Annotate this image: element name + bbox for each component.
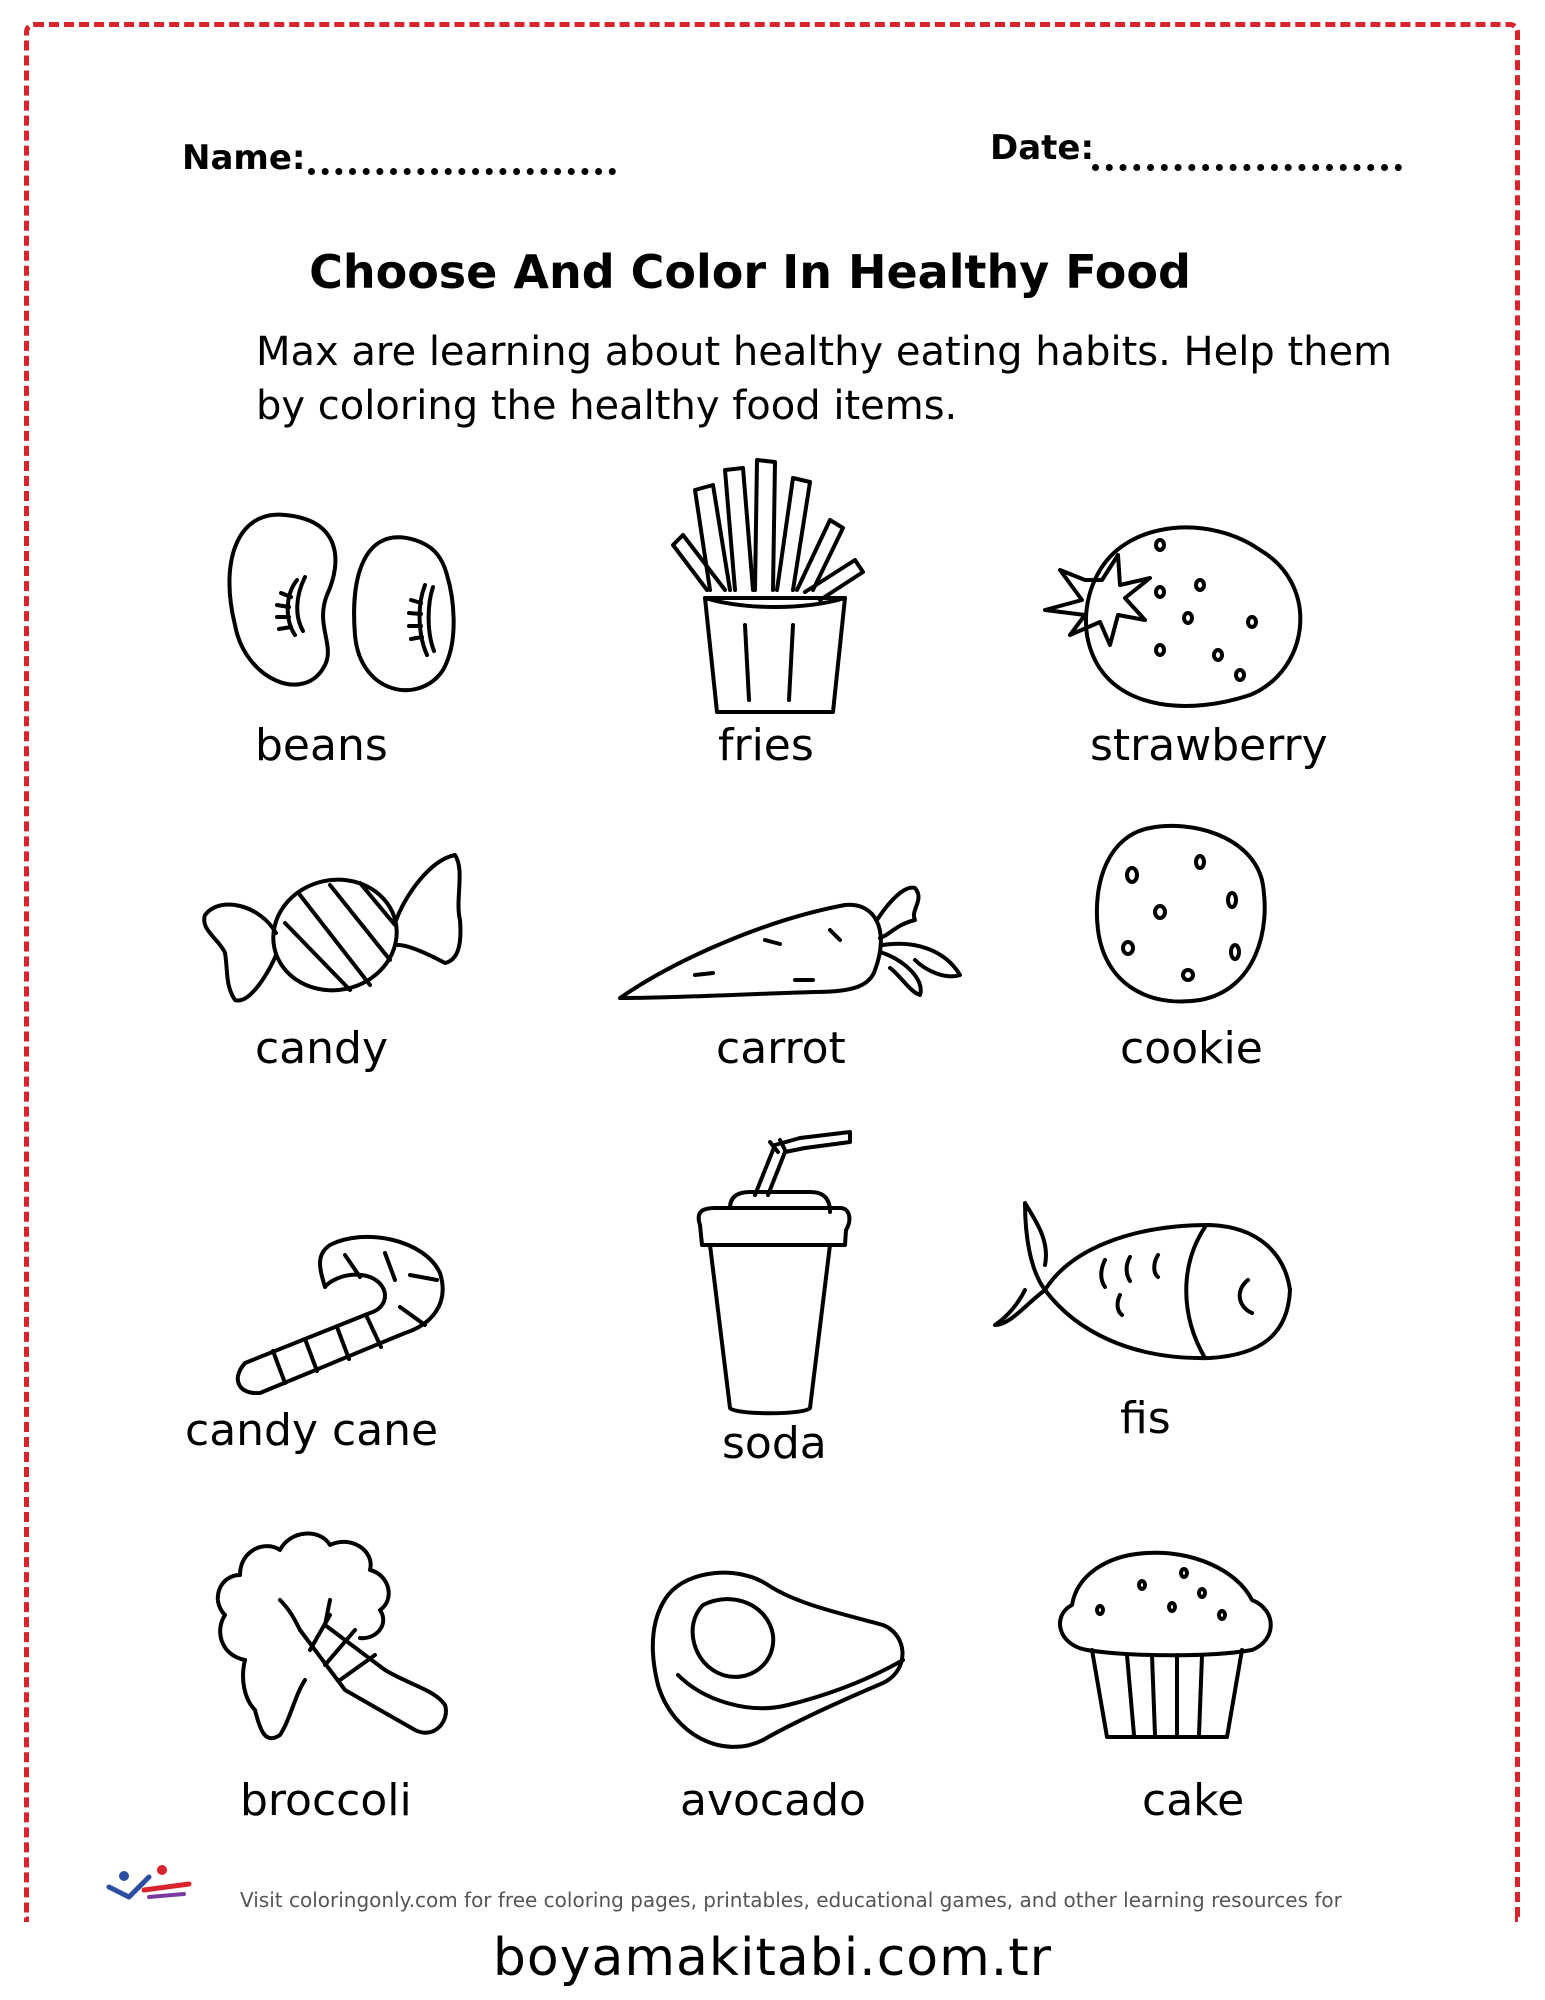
food-label-broccoli: broccoli <box>240 1775 412 1826</box>
food-label-avocado: avocado <box>680 1775 866 1826</box>
avocado-icon[interactable] <box>648 1565 908 1755</box>
food-label-carrot: carrot <box>716 1023 846 1074</box>
site-url: boyamakitabi.com.tr <box>492 1928 1053 1988</box>
candy-icon[interactable] <box>200 845 470 1025</box>
food-label-fries: fries <box>718 720 814 771</box>
food-label-soda: soda <box>722 1418 827 1469</box>
name-label: Name: <box>182 138 306 178</box>
beans-icon[interactable] <box>215 505 460 715</box>
food-label-fis: fis <box>1120 1393 1171 1444</box>
broccoli-icon[interactable] <box>205 1520 455 1755</box>
instructions: Max are learning about healthy eating habits. Help them by coloring the healthy food items. <box>256 329 1393 429</box>
soda-icon[interactable] <box>690 1120 860 1420</box>
food-label-cake: cake <box>1142 1775 1245 1826</box>
food-label-candy: candy <box>255 1023 389 1074</box>
cake-icon[interactable] <box>1052 1545 1282 1745</box>
cookie-icon[interactable] <box>1090 820 1270 1010</box>
fish-icon[interactable] <box>990 1195 1300 1385</box>
date-field[interactable] <box>1092 164 1402 171</box>
fries-icon[interactable] <box>665 450 875 720</box>
footer-note: Visit coloringonly.com for free coloring pages, printables, educational games, and other learning resources for <box>240 1888 1342 1912</box>
candy-cane-icon[interactable] <box>225 1225 445 1395</box>
food-label-strawberry: strawberry <box>1090 720 1328 771</box>
carrot-icon[interactable] <box>615 880 965 1010</box>
strawberry-icon[interactable] <box>1040 510 1320 710</box>
worksheet-title: Choose And Color In Healthy Food <box>309 245 1191 299</box>
food-label-cookie: cookie <box>1120 1023 1263 1074</box>
date-label: Date: <box>990 128 1095 168</box>
food-label-candy-cane: candy cane <box>185 1405 439 1456</box>
name-field[interactable] <box>308 168 616 175</box>
brand-logo <box>104 1862 194 1906</box>
food-label-beans: beans <box>255 720 388 771</box>
